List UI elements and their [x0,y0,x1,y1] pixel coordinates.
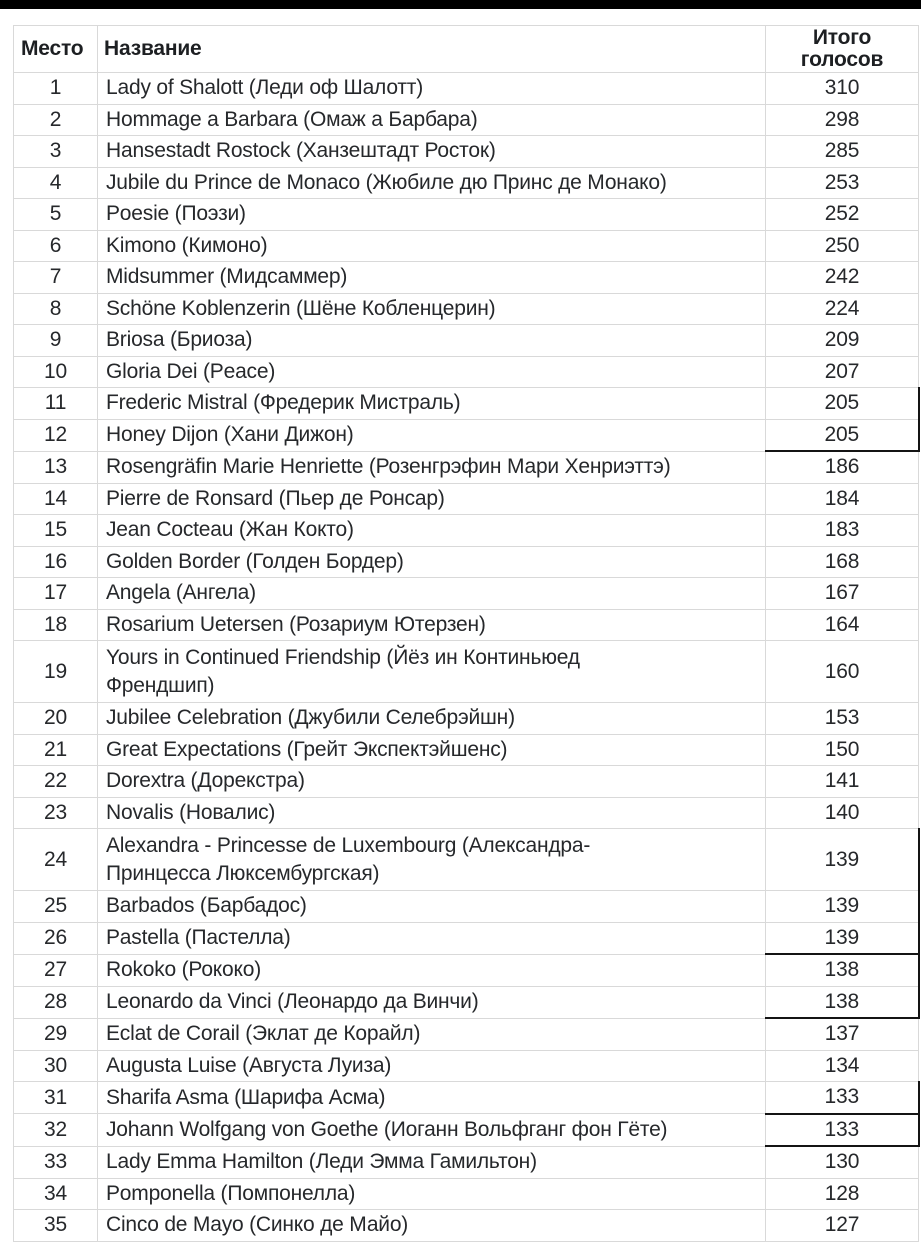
name-cell: Eclat de Corail (Эклат де Корайл) [98,1018,766,1050]
header-row [14,26,919,73]
name-cell: Great Expectations (Грейт Экспектэйшенс) [98,734,766,766]
rank-cell: 3 [14,136,98,168]
votes-cell: 167 [766,578,919,610]
table-row [14,1114,919,1147]
votes-cell: 137 [766,1018,919,1050]
column-header-votes-line2: голосов [800,48,884,71]
rank-cell: 14 [14,483,98,515]
rank-cell: 13 [14,451,98,483]
votes-cell: 184 [766,483,919,515]
name-cell: Alexandra - Princesse de Luxembourg (Александра- Принцесса Люксембургская) [98,829,766,891]
name-cell: Johann Wolfgang von Goethe (Иоганн Вольфганг фон Гёте) [98,1114,766,1147]
table-row [14,829,919,891]
rank-cell: 8 [14,293,98,325]
votes-cell: 133 [766,1082,919,1114]
votes-cell: 168 [766,546,919,578]
rank-cell: 28 [14,986,98,1018]
rank-cell: 26 [14,922,98,954]
rank-cell: 18 [14,609,98,641]
rank-cell: 35 [14,1210,98,1242]
table-row [14,1082,919,1114]
votes-cell: 186 [766,451,919,483]
name-cell: Jubilee Celebration (Джубили Селебрэйшн) [98,703,766,735]
votes-cell: 130 [766,1146,919,1178]
table-row [14,1018,919,1050]
table-row [14,578,919,610]
votes-cell: 205 [766,388,919,420]
table-row [14,609,919,641]
rank-cell: 5 [14,199,98,231]
votes-cell: 207 [766,356,919,388]
table-row [14,954,919,986]
table-body [14,73,919,1242]
table-row [14,104,919,136]
name-cell: Gloria Dei (Peace) [98,356,766,388]
table-row [14,986,919,1018]
name-cell: Pastella (Пастелла) [98,922,766,954]
rank-cell: 15 [14,515,98,547]
rank-cell: 16 [14,546,98,578]
table-row [14,797,919,829]
name-cell: Angela (Ангела) [98,578,766,610]
rank-cell: 20 [14,703,98,735]
name-cell: Hansestadt Rostock (Ханзештадт Росток) [98,136,766,168]
rank-cell: 31 [14,1082,98,1114]
name-cell: Pomponella (Помпонелла) [98,1178,766,1210]
table-row [14,891,919,923]
votes-cell: 127 [766,1210,919,1242]
votes-cell: 285 [766,136,919,168]
table-row [14,262,919,294]
table-row [14,230,919,262]
votes-cell: 141 [766,766,919,798]
name-cell: Lady Emma Hamilton (Леди Эмма Гамильтон) [98,1146,766,1178]
votes-cell: 164 [766,609,919,641]
name-cell: Rosengräfin Marie Henriette (Розенгрэфин Мари Хенриэттэ) [98,451,766,483]
name-cell: Midsummer (Мидсаммер) [98,262,766,294]
table-row [14,1178,919,1210]
rank-cell: 29 [14,1018,98,1050]
table-row [14,703,919,735]
name-cell: Frederic Mistral (Фредерик Мистраль) [98,388,766,420]
rank-cell: 24 [14,829,98,891]
name-cell: Hommage a Barbara (Омаж а Барбара) [98,104,766,136]
table-row [14,734,919,766]
table-row [14,546,919,578]
name-cell: Novalis (Новалис) [98,797,766,829]
name-cell: Cinco de Mayo (Синко де Майо) [98,1210,766,1242]
rank-cell: 27 [14,954,98,986]
column-header-votes-line1: Итого [812,26,872,49]
votes-cell: 250 [766,230,919,262]
top-bar [0,0,921,9]
table-row [14,1146,919,1178]
column-header-votes [766,26,919,73]
rank-cell: 23 [14,797,98,829]
rank-cell: 22 [14,766,98,798]
rank-cell: 25 [14,891,98,923]
table-row [14,73,919,105]
name-cell: Leonardo da Vinci (Леонардо да Винчи) [98,986,766,1018]
rank-cell: 10 [14,356,98,388]
name-cell: Jean Cocteau (Жан Кокто) [98,515,766,547]
name-cell: Schöne Koblenzerin (Шёне Кобленцерин) [98,293,766,325]
column-header-name: Название [98,26,766,73]
table-row [14,167,919,199]
rank-cell: 11 [14,388,98,420]
votes-cell: 160 [766,641,919,703]
table-row [14,483,919,515]
votes-ranking-table [13,25,920,1242]
rank-cell: 6 [14,230,98,262]
table-row [14,1050,919,1082]
name-cell: Yours in Continued Friendship (Йёз ин Континьюед Френдшип) [98,641,766,703]
votes-cell: 298 [766,104,919,136]
table-row [14,325,919,357]
table-row [14,136,919,168]
table-row [14,515,919,547]
rank-cell: 7 [14,262,98,294]
name-cell: Jubile du Prince de Monaco (Жюбиле дю Принс де Монако) [98,167,766,199]
table-row [14,451,919,483]
table-row [14,293,919,325]
rank-cell: 4 [14,167,98,199]
rank-cell: 21 [14,734,98,766]
votes-cell: 138 [766,986,919,1018]
votes-cell: 252 [766,199,919,231]
name-cell: Pierre de Ronsard (Пьер де Ронсар) [98,483,766,515]
votes-cell: 310 [766,73,919,105]
votes-cell: 138 [766,954,919,986]
name-cell: Golden Border (Голден Бордер) [98,546,766,578]
table-row [14,356,919,388]
table-header [14,26,919,73]
table-row [14,641,919,703]
table-row [14,199,919,231]
rank-cell: 2 [14,104,98,136]
name-cell: Augusta Luise (Августа Луиза) [98,1050,766,1082]
rank-cell: 1 [14,73,98,105]
votes-cell: 134 [766,1050,919,1082]
name-cell: Barbados (Барбадос) [98,891,766,923]
table-row [14,419,919,451]
rank-cell: 12 [14,419,98,451]
votes-cell: 150 [766,734,919,766]
name-cell: Honey Dijon (Хани Дижон) [98,419,766,451]
votes-cell: 133 [766,1114,919,1147]
votes-cell: 183 [766,515,919,547]
name-cell: Poesie (Поэзи) [98,199,766,231]
votes-cell: 224 [766,293,919,325]
name-cell: Rokoko (Рококо) [98,954,766,986]
column-header-place: Место [14,26,98,73]
table-row [14,766,919,798]
rank-cell: 9 [14,325,98,357]
table-row [14,922,919,954]
rank-cell: 32 [14,1114,98,1147]
name-cell: Sharifa Asma (Шарифа Асма) [98,1082,766,1114]
table-row [14,388,919,420]
name-cell: Dorextra (Дорекстра) [98,766,766,798]
rank-cell: 33 [14,1146,98,1178]
votes-cell: 128 [766,1178,919,1210]
rank-cell: 19 [14,641,98,703]
votes-cell: 242 [766,262,919,294]
table-row [14,1210,919,1242]
votes-cell: 209 [766,325,919,357]
votes-cell: 253 [766,167,919,199]
name-cell: Briosa (Бриоза) [98,325,766,357]
votes-cell: 139 [766,829,919,891]
rank-cell: 30 [14,1050,98,1082]
rank-cell: 34 [14,1178,98,1210]
votes-cell: 140 [766,797,919,829]
votes-cell: 205 [766,419,919,451]
name-cell: Rosarium Uetersen (Розариум Ютерзен) [98,609,766,641]
votes-cell: 139 [766,891,919,923]
votes-cell: 153 [766,703,919,735]
rank-cell: 17 [14,578,98,610]
name-cell: Kimono (Кимоно) [98,230,766,262]
votes-cell: 139 [766,922,919,954]
name-cell: Lady of Shalott (Леди оф Шалотт) [98,73,766,105]
